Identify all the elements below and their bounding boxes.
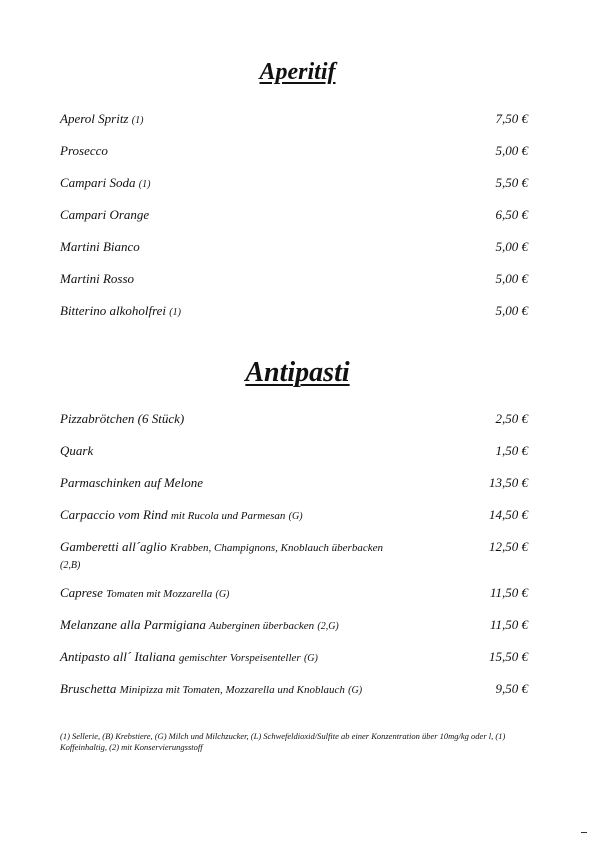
menu-item-price: 5,50 € (495, 175, 528, 190)
menu-item (60, 411, 528, 443)
menu-item (60, 239, 528, 271)
menu-item-name-group (60, 239, 140, 255)
menu-item-name-group (60, 681, 362, 699)
menu-item-name-group (60, 303, 181, 321)
allergen-code: (G) (348, 685, 363, 696)
menu-item (60, 303, 528, 335)
menu-item-name-group (60, 539, 390, 574)
allergen-code: (1) (131, 115, 144, 126)
menu-item-price: 5,00 € (495, 143, 528, 158)
menu-item-name: Martini Bianco (60, 239, 140, 254)
menu-item-price: 5,00 € (495, 271, 528, 286)
menu-item-name: Caprese (60, 585, 103, 600)
menu-item-price: 7,50 € (495, 111, 528, 126)
allergen-code: (1) (169, 307, 181, 318)
menu-item (60, 617, 528, 649)
menu-item-price: 15,50 € (489, 649, 528, 664)
menu-item-price: 6,50 € (495, 207, 528, 222)
menu-item-name: Campari Soda (60, 175, 136, 190)
menu-item-name-group (60, 649, 318, 667)
menu-list-antipasti (60, 411, 528, 713)
menu-list-aperitif (60, 111, 528, 335)
menu-item (60, 649, 528, 681)
allergen-code: (2,G) (317, 621, 339, 632)
menu-item-name: Prosecco (60, 143, 108, 158)
menu-item-name: Antipasto all´ Italiana (60, 649, 176, 664)
menu-item-name-group (60, 271, 134, 287)
menu-item-price: 5,00 € (495, 239, 528, 254)
menu-item-description: Krabben, Champignons, Knoblauch überbacken (170, 542, 383, 554)
allergen-code: (2,B) (60, 560, 81, 571)
menu-item-name-group (60, 411, 184, 427)
menu-item-name: Martini Rosso (60, 271, 135, 286)
menu-item-price: 1,50 € (495, 443, 528, 458)
menu-item (60, 475, 528, 507)
menu-item (60, 271, 528, 303)
menu-item-name-group (60, 143, 108, 159)
allergen-code: (1) (138, 179, 151, 190)
menu-item-name-group (60, 617, 339, 635)
menu-item-name: Carpaccio vom Rind (60, 507, 168, 522)
menu-item (60, 507, 528, 539)
menu-item-price: 14,50 € (489, 507, 528, 522)
menu-item-name: Pizzabrötchen (6 Stück) (60, 411, 185, 426)
menu-item-name-group (60, 175, 150, 193)
menu-item-name-group (60, 443, 93, 459)
menu-item-price: 11,50 € (489, 585, 528, 600)
menu-item-name-group (60, 207, 149, 223)
menu-item-name: Bruschetta (60, 681, 117, 696)
menu-item-price: 13,50 € (489, 475, 528, 490)
menu-item-description: mit Rucola und Parmesan (170, 510, 286, 522)
section-title-aperitif: Aperitif (259, 59, 336, 85)
menu-item-price: 11,50 € (489, 617, 528, 632)
scan-mark (581, 832, 587, 833)
menu-item-price: 12,50 € (489, 539, 528, 554)
allergen-code: (G) (288, 511, 303, 522)
menu-item-price: 5,00 € (495, 303, 528, 318)
menu-item-description: Minipizza mit Tomaten, Mozzarella und Knoblauch (119, 684, 345, 696)
menu-item (60, 681, 528, 713)
allergen-code: (G) (215, 589, 230, 600)
menu-item (60, 443, 528, 475)
menu-item (60, 539, 528, 585)
menu-item-description: Auberginen überbacken (209, 620, 315, 632)
allergen-footnote: (1) Sellerie, (B) Krebstiere, (G) Milch und Milchzucker, (L) Schwefeldioxid/Sulfite ab einer Konzentration über 10mg/kg oder l, (1) Koffeinhaltig, (2) mit Konservierungsstoff (60, 731, 506, 752)
menu-item-name: Bitterino alkoholfrei (60, 303, 167, 318)
menu-item-name: Melanzane alla Parmigiana (60, 617, 206, 632)
menu-item-name-group (60, 111, 143, 129)
menu-item-price: 2,50 € (495, 411, 528, 426)
menu-item (60, 143, 528, 175)
menu-item (60, 175, 528, 207)
menu-item-price: 9,50 € (495, 681, 528, 696)
menu-item-name: Aperol Spritz (60, 111, 129, 126)
menu-item-name: Campari Orange (60, 207, 150, 222)
section-title-antipasti: Antipasti (245, 357, 350, 388)
menu-item (60, 207, 528, 239)
menu-item-name: Quark (60, 443, 94, 458)
menu-item-description: Tomaten mit Mozzarella (106, 588, 213, 600)
menu-item-name-group (60, 475, 203, 491)
menu-item-description: gemischter Vorspeisenteller (178, 652, 301, 664)
menu-item-name-group (60, 507, 303, 525)
menu-item (60, 585, 528, 617)
menu-item (60, 111, 528, 143)
menu-item-name-group (60, 585, 229, 603)
menu-item-name: Gamberetti all´aglio (60, 539, 167, 554)
allergen-code: (G) (303, 653, 318, 664)
menu-item-name: Parmaschinken auf Melone (60, 475, 203, 490)
